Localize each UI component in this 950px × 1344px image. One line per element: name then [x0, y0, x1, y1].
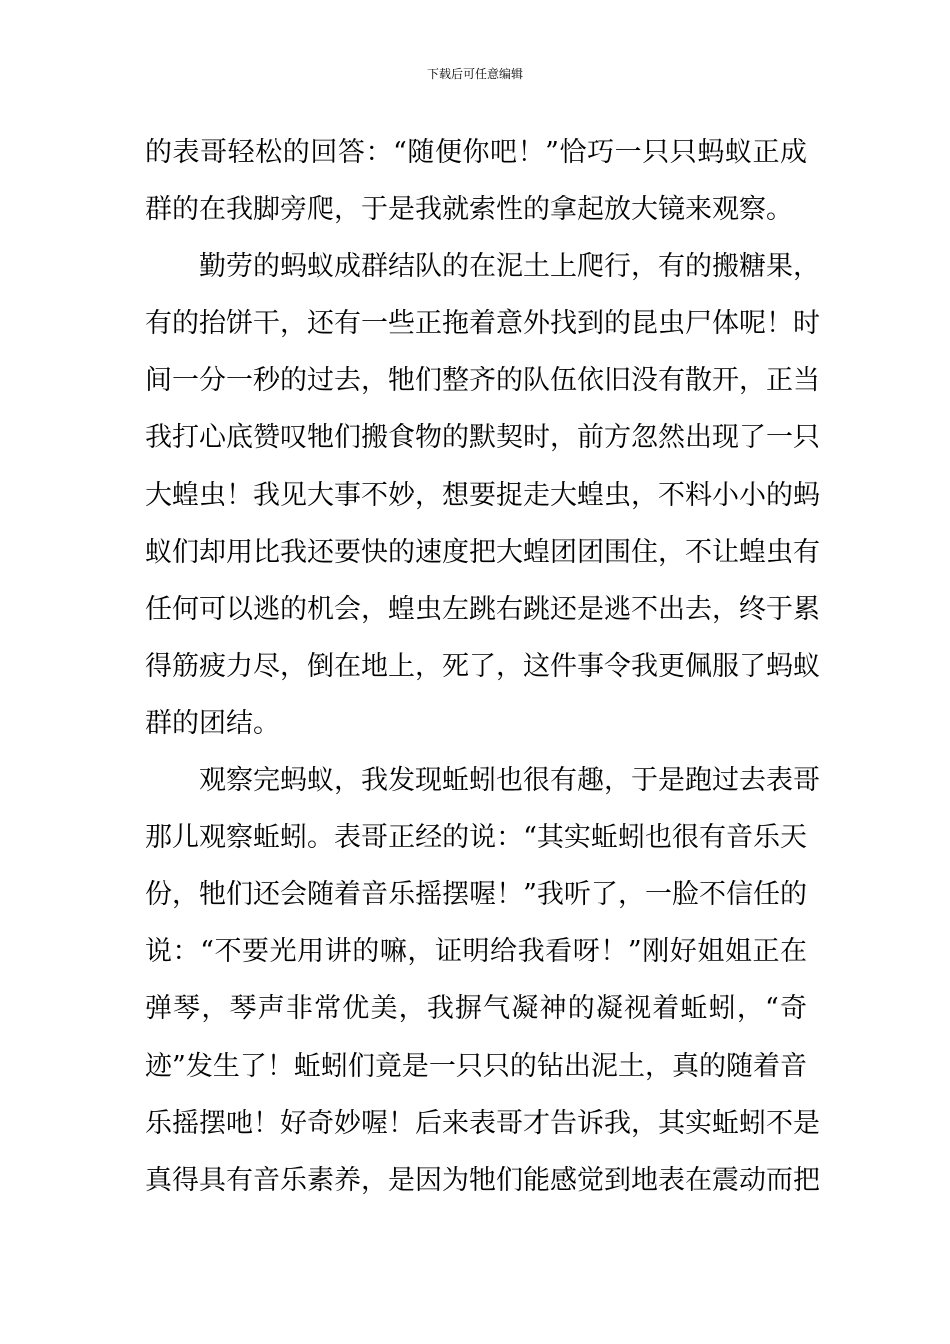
text-line: 说：“不要光用讲的嘛，证明给我看呀！”刚好姐姐正在: [145, 936, 807, 968]
text-line: 间一分一秒的过去，牠们整齐的队伍依旧没有散开，正当: [145, 365, 820, 397]
text-line: 有的抬饼干，还有一些正拖着意外找到的昆虫尸体呢！时: [145, 308, 820, 340]
text-line: 大蝗虫！我见大事不妙，想要捉走大蝗虫，不料小小的蚂: [145, 479, 820, 511]
text-line: 我打心底赞叹牠们搬食物的默契时，前方忽然出现了一只: [145, 422, 820, 454]
text-line: 乐摇摆吔！好奇妙喔！后来表哥才告诉我，其实蚯蚓不是: [145, 1107, 820, 1139]
text-line: 那儿观察蚯蚓。表哥正经的说：“其实蚯蚓也很有音乐天: [145, 822, 807, 854]
text-line: 群的在我脚旁爬，于是我就索性的拿起放大镜来观察。: [145, 194, 793, 226]
text-line: 蚁们却用比我还要快的速度把大蝗团团围住，不让蝗虫有: [145, 536, 820, 568]
text-line: 群的团结。: [145, 707, 280, 739]
page-header: 下载后可任意编辑: [426, 67, 523, 81]
text-line: 迹”发生了！蚯蚓们竟是一只只的钻出泥土，真的随着音: [145, 1050, 807, 1082]
text-line: 份，牠们还会随着音乐摇摆喔！”我听了，一脸不信任的: [145, 879, 807, 911]
text-line: 真得具有音乐素养，是因为牠们能感觉到地表在震动而把: [145, 1164, 820, 1196]
text-line: 任何可以逃的机会，蝗虫左跳右跳还是逃不出去，终于累: [145, 593, 820, 625]
text-line: 得筋疲力尽，倒在地上，死了，这件事令我更佩服了蚂蚁: [145, 650, 820, 682]
text-line: 弹琴，琴声非常优美，我摒气凝神的凝视着蚯蚓，“奇: [145, 993, 807, 1025]
text-line: 的表哥轻松的回答：“随便你吧！”恰巧一只只蚂蚁正成: [145, 137, 807, 168]
paragraph-first-line: 勤劳的蚂蚁成群结队的在泥土上爬行，有的搬糖果，: [199, 251, 820, 283]
paragraph-first-line: 观察完蚂蚁，我发现蚯蚓也很有趣，于是跑过去表哥: [199, 765, 820, 797]
document-body: [145, 124, 820, 1209]
